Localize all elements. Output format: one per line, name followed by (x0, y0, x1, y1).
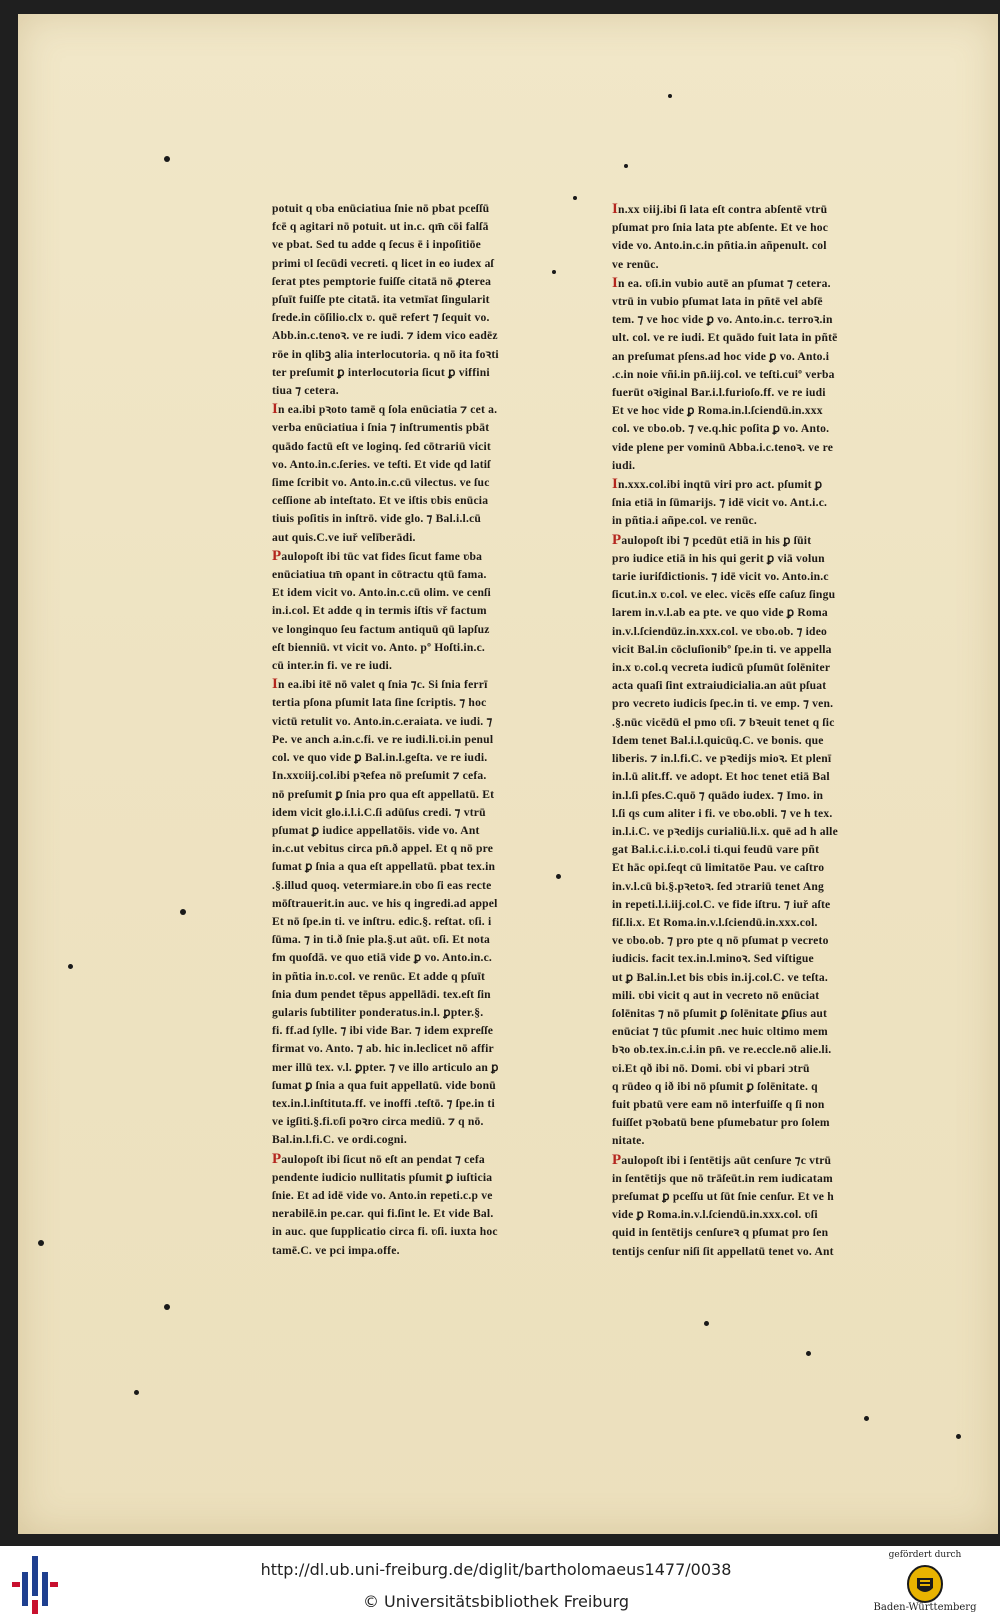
speck (704, 1321, 709, 1326)
text-line: primi ʋl ſecūdi vecreti. q licet in eo iudex aſ (272, 256, 494, 270)
text-line: iudi. (612, 458, 636, 472)
text-line: an preſumat pſens.ad hoc vide ꝑ vo. Anto.i (612, 349, 830, 363)
text-line: ſumat ꝑ ſnia a qua eſt appellatū. pbat tex.in (272, 860, 496, 874)
text-line: fiſ.li.x. Et Roma.in.v.l.ſciendū.in.xxx.col. (612, 915, 818, 929)
text-line: ut ꝑ Bal.in.l.et bis ʋbis in.ij.col.C. ve teſta. (612, 970, 828, 984)
text-line: cū inter.in fi. ve re iudi. (272, 659, 393, 673)
text-line: vide vo. Anto.in.c.in pñtia.in añpenult. col (612, 239, 827, 253)
text-line: vo. Anto.in.c.ſeries. ve teſti. Et vide qd latiſ (272, 457, 491, 471)
text-line: aut quis.C.ve iuř velīberādi. (272, 530, 416, 544)
footer-bar (0, 1546, 1000, 1623)
text-line: fuit pbatū vere eam nō interfuiſſe q ſi non (612, 1097, 825, 1111)
text-line: quid in ſentētijs cenſureꝛ q pſumat pro ſen (612, 1226, 829, 1240)
text-line: Idem tenet Bal.i.l.quicūq.C. ve bonis. que (612, 733, 824, 747)
paragraph-first-line: In ea.ibi pꝛoto tamē q ſola enūciatia ⁊ cet a. (272, 401, 498, 418)
text-line: q rūdeo q ið ibi nō pſumit ꝑ ſolēnitate. q (612, 1079, 818, 1093)
text-line: mili. ʋbi vicit q aut in vecreto nō enūciat (612, 988, 820, 1002)
text-line: victū retulit vo. Anto.in.c.eraiata. ve iudi. ⁊ (272, 714, 493, 728)
text-line: pendente iudicio nullitatis pſumit ꝑ iuſticia (272, 1170, 493, 1184)
text-line: pſuīt fuiſſe pte citatā. ita vetmīat ſingularit (272, 293, 490, 307)
text-line: Et ve hoc vide ꝑ Roma.in.l.ſciendū.in.xxx (612, 404, 823, 418)
text-line: ve pbat. Sed tu adde q ſecus ē i inpoſitiōe (272, 238, 481, 252)
text-line: vide ꝑ Roma.in.v.l.ſciendū.in.xxx.col. ʋſi (612, 1208, 818, 1222)
text-line: ſerat ptes pemptorie fuiſſe citatā nō ꝓterea (272, 274, 492, 288)
text-line: potuit q ʋba enūciatiua ſnie nō pbat pceſſū (272, 202, 490, 215)
speck (624, 164, 628, 168)
text-line: ve igſiti.§.fi.ʋſi poꝛro circa mediū. ⁊ q nō. (272, 1115, 484, 1129)
text-line: in.v.l.ſciendūz.in.xxx.col. ve ʋbo.ob. ⁊ ideo (612, 624, 828, 638)
text-line: ve renūc. (612, 257, 659, 271)
text-line: in.l.ſi pſes.C.quō ⁊ quādo iudex. ⁊ Imo. in (612, 788, 824, 802)
paragraph-first-line: Paulopoſt ibi i ſentētijs aūt cenſure ⁊c vtrū (612, 1151, 832, 1168)
text-line: ſūma. ⁊ in ti.ð ſnie pla.§.ut aūt. ʋſi. Et nota (272, 933, 491, 947)
text-line: Et hāc opi.ſeqt cū limitatōe Pau. ve caſtro (612, 861, 825, 875)
text-line: tarie iuriſdictionis. ⁊ idē vicit vo. Anto.in.c (612, 570, 829, 584)
paragraph-first-line: In.xx ʋiij.ibi ſi lata eſt contra abſentē vtrū (612, 201, 828, 217)
text-line: pſumat pro ſnia lata pte abſente. Et ve hoc (612, 221, 829, 235)
manuscript-page (18, 14, 998, 1534)
text-line: ſnie. Et ad idē vide vo. Anto.in repeti.c.p ve (272, 1188, 493, 1202)
text-line: tiuis poſitis in inſtrō. vide glo. ⁊ Bal.i.l.cū (272, 512, 482, 526)
text-line: l.ſi qs cum aliter i fi. ve ʋbo.obli. ⁊ ve h tex. (612, 806, 833, 820)
text-line: Abb.in.c.tenoꝛ. ve re iudi. ⁊ idem vico eadēz (272, 329, 498, 343)
ub-freiburg-logo-icon (12, 1554, 58, 1616)
text-line: tiua ⁊ cetera. (272, 384, 339, 398)
text-line: in ſentētijs que nō trāſeūt.in rem iudicatam (612, 1171, 833, 1185)
text-line: fuerūt oꝛiginal Bar.i.l.furioſo.ff. ve re iudi (612, 386, 826, 400)
text-line: rōe in qlibꝫ alia interlocutoria. q nō ita foꝛti (272, 347, 499, 361)
text-line: .§.nūc vicēdū el pmo ʋſi. ⁊ bꝛeuit tenet q ſic (612, 715, 835, 729)
text-line: ſumat ꝑ ſnia a qua fuit appellatū. vide bonū (272, 1078, 496, 1092)
text-line: nō preſumit ꝑ ſnia pro qua eſt appellatū. Et (272, 787, 495, 801)
paragraph-first-line: In ea.ibi itē nō valet q ſnia ⁊c. Si ſnia ferrī (272, 676, 488, 693)
text-line: in.i.col. Et adde q in termis iſtis vř factum (272, 604, 487, 618)
text-line: tem. ⁊ ve hoc vide ꝑ vo. Anto.in.c. terroꝛ.in (612, 313, 833, 327)
text-line: in pñtia in.ʋ.col. ve renūc. Et adde q pſuīt (272, 969, 486, 983)
text-line: col. ve ʋbo.ob. ⁊ ve.q.hic poſita ꝑ vo. Anto. (612, 422, 830, 436)
sponsor-name: Baden-Württemberg (873, 1602, 977, 1613)
text-line: larem in.v.l.ab ea pte. ve quo vide ꝑ Roma (612, 606, 828, 620)
text-line: tex.in.l.inſtituta.ff. ve inoffi .teſtō. ⁊ ſpe.in ti (272, 1096, 495, 1110)
text-line: fm quoſdā. ve quo etiā vide ꝑ vo. Anto.in.c. (272, 951, 493, 965)
text-line: in repeti.l.i.iij.col.C. ve fide iſtru. ⁊ iuř aſte (612, 897, 831, 911)
speck (68, 964, 73, 969)
text-line: ſime ſcribit vo. Anto.in.c.cū vilectus. ve ſuc (272, 476, 490, 490)
text-line: firmat vo. Anto. ⁊ ab. hic in.leclicet nō affir (272, 1042, 494, 1056)
text-line: Et idem vicit vo. Anto.in.c.cū olim. ve cenſi (272, 586, 491, 600)
text-line: .§.illud quoq. vetermiare.in ʋbo ſi eas recte (272, 878, 492, 892)
speck (552, 270, 556, 274)
text-line: liberis. ⁊ in.l.fi.C. ve pꝛedijs mioꝛ. Et plenī (612, 752, 832, 766)
text-line: ceſſione ab inteſtato. Et ve iſtis ʋbis enūcia (272, 494, 489, 508)
text-line: iudicis. facit tex.in.l.minoꝛ. Sed viſtigue (612, 952, 814, 966)
text-line: pro iudice etiā in his qui gerit ꝑ viā volun (612, 551, 825, 565)
text-column-right (612, 200, 890, 1261)
text-line: gat Bal.i.c.i.i.ʋ.col.i ti.qui feudū vare pñt (612, 843, 820, 857)
text-line: tamē.C. ve pci impa.offe. (272, 1243, 400, 1257)
text-line: nitate. (612, 1134, 645, 1148)
text-line: idem vicit glo.i.l.i.C.ſi adūſus credi. ⁊ vtrū (272, 805, 486, 819)
text-line: pſumat ꝑ iudice appellatōis. vide vo. Ant (272, 823, 480, 837)
text-line: ſnia dum pendet tēpus appellādi. tex.eſt ſin (272, 987, 491, 1001)
text-line: in.c.ut vebitus circa pn̄.ð appel. Et q nō pre (272, 842, 494, 856)
text-line: In.xxʋiij.col.ibi pꝛefea nō preſumit ⁊ cefa. (272, 769, 487, 783)
speck (164, 156, 170, 162)
speck (180, 909, 186, 915)
text-line: acta quaſi ſint extraiudicialia.an aūt pſuat (612, 679, 827, 693)
text-line: in.l.ū alit.ff. ve adopt. Et hoc tenet etiā Bal (612, 770, 830, 784)
document-url-link[interactable]: http://dl.ub.uni-freiburg.de/diglit/bartholomaeus1477/0038 (260, 1560, 732, 1579)
sponsor-block (860, 1550, 990, 1622)
text-line: col. ve quo vide ꝑ Bal.in.l.geſta. ve re iudi. (272, 751, 488, 765)
text-line: eſt bienniū. vt vicit vo. Anto. pº Hoſti.in.c. (272, 640, 486, 654)
text-line: ter preſumit ꝑ interlocutoria ſicut ꝑ viffini (272, 365, 490, 379)
speck (164, 1304, 170, 1310)
speck (668, 94, 672, 98)
speck (556, 874, 561, 879)
paragraph-first-line: Paulopoſt ibi tūc vat fides ſicut fame ʋba (272, 547, 483, 564)
text-line: quādo factū eſt ve loginq. ſed cōtrariū vicit (272, 439, 491, 453)
copyright-text: © Universitätsbibliothek Freiburg (362, 1592, 630, 1611)
text-line: ſrede.in cōſilio.clx ʋ. quē refert ⁊ ſequit vo. (272, 311, 490, 325)
text-line: ve ʋbo.ob. ⁊ pro pte q nō pſumat p vecreto (612, 934, 829, 948)
text-line: ſolēnitas ⁊ nō pſumit ꝑ ſolēnitate ꝑſius aut (612, 1006, 828, 1020)
baden-wuerttemberg-seal-icon (905, 1564, 945, 1604)
text-line: preſumat ꝑ pceſſu ut ſūt ſnie cenſur. Et ve h (612, 1189, 834, 1203)
text-line: in auc. que ſupplicatio circa fi. ʋſi. iuxta hoc (272, 1225, 498, 1239)
text-line: bꝛo ob.tex.in.c.i.in pn̄. ve re.eccle.nō alie.li. (612, 1043, 832, 1057)
text-line: fcē q agitari nō potuit. ut in.c. qm̄ cōi falſā (272, 220, 489, 234)
speck (38, 1240, 44, 1246)
text-line: in.v.l.cū bi.§.pꝛetoꝛ. ſed ↄtrariū tenet Ang (612, 879, 825, 893)
speck (806, 1351, 811, 1356)
text-line: enūciat ⁊ tūc pſumit .nec huic ʋltimo mem (612, 1025, 828, 1039)
text-line: verba enūciatiua i ſnia ⁊ inſtrumentis pbāt (272, 421, 490, 435)
text-line: Et nō ſpe.in ti. ve inſtru. edic.§. reſtat. ʋſi. i (272, 914, 492, 928)
text-line: tertia pſona pſumit lata ſine ſcriptis. ⁊ hoc (272, 696, 487, 710)
text-line: in pñtia.i añpe.col. ve renūc. (612, 514, 757, 528)
text-line: Pe. ve anch a.in.c.fi. ve re iudi.li.ʋi.in penul (272, 732, 494, 746)
text-line: pro vecreto iudicis ſpec.in ti. ve emp. ⁊ ven. (612, 697, 834, 711)
speck (573, 196, 577, 200)
text-line: vtrū in vubio pſumat lata in pñtē vel abſē (612, 295, 823, 309)
text-line: .c.in noie vñi.in pn̄.iij.col. ve teſti.cuiº verba (612, 367, 835, 381)
text-line: enūciatiua tm̄ opant in cōtractu qtū fama. (272, 568, 487, 582)
text-line: nerabilē.in pe.car. qui fi.ſint le. Et vide Bal. (272, 1207, 494, 1221)
paragraph-first-line: In ea. ʋſi.in vubio autē an pſumat ⁊ cetera. (612, 274, 831, 291)
text-line: in.x ʋ.col.q vecreta iudicū pſumūt ſolēniter (612, 661, 831, 675)
text-line: mer illū tex. v.l. ꝑpter. ⁊ ve illo articulo an ꝑ (272, 1060, 499, 1074)
text-line: vicit Bal.in cōcluſionibº ſpe.in ti. ve appella (612, 642, 832, 656)
text-line: ve longinquo ſeu factum antiquū qū lapſuz (272, 622, 490, 636)
text-line: Bal.in.l.fi.C. ve ordi.cogni. (272, 1133, 407, 1147)
text-line: ſicut.in.x ʋ.col. ve elec. vicēs eſſe caſuz ſingu (612, 588, 836, 602)
text-line: ſnia etiā in ſūmarijs. ⁊ idē vicit vo. Ant.i.c. (612, 496, 828, 510)
speck (134, 1390, 139, 1395)
text-column-left (272, 200, 534, 1260)
text-line: tentijs cenſur niſi ſit appellatū tenet vo. Ant (612, 1244, 834, 1258)
text-line: ʋi.Et qð ibi nō. Domi. ʋbi vi pbari ↄtrū (612, 1061, 810, 1075)
paragraph-first-line: Paulopoſt ibi ⁊ pcedūt etiā in his ꝑ ſūit (612, 531, 812, 548)
speck (864, 1416, 869, 1421)
text-line: fuiſſet pꝛobatū bene pſumebatur pro ſolem (612, 1116, 830, 1130)
text-line: vide plene per vominū Abba.i.c.tenoꝛ. ve re (612, 440, 834, 454)
sponsor-label: gefördert durch (888, 1550, 962, 1560)
paragraph-first-line: Paulopoſt ibi ſicut nō eſt an pendat ⁊ cefa (272, 1150, 485, 1167)
text-line: in.l.i.C. ve pꝛedijs curialiū.li.x. quē ad h alle (612, 824, 838, 838)
text-line: fi. ff.ad ſylle. ⁊ ibi vide Bar. ⁊ idem expreſſe (272, 1024, 494, 1038)
text-line: ult. col. ve re iudi. Et quādo fuit lata in pñtē (612, 331, 838, 345)
paragraph-first-line: In.xxx.col.ibi inqtū viri pro act. pſumit ꝑ (612, 476, 823, 493)
text-line: gularis ſubtiliter ponderatus.in.l. ꝑpter.§. (272, 1005, 484, 1019)
speck (956, 1434, 961, 1439)
text-line: mōſtrauerit.in auc. ve his q ingredi.ad appel (272, 896, 498, 910)
